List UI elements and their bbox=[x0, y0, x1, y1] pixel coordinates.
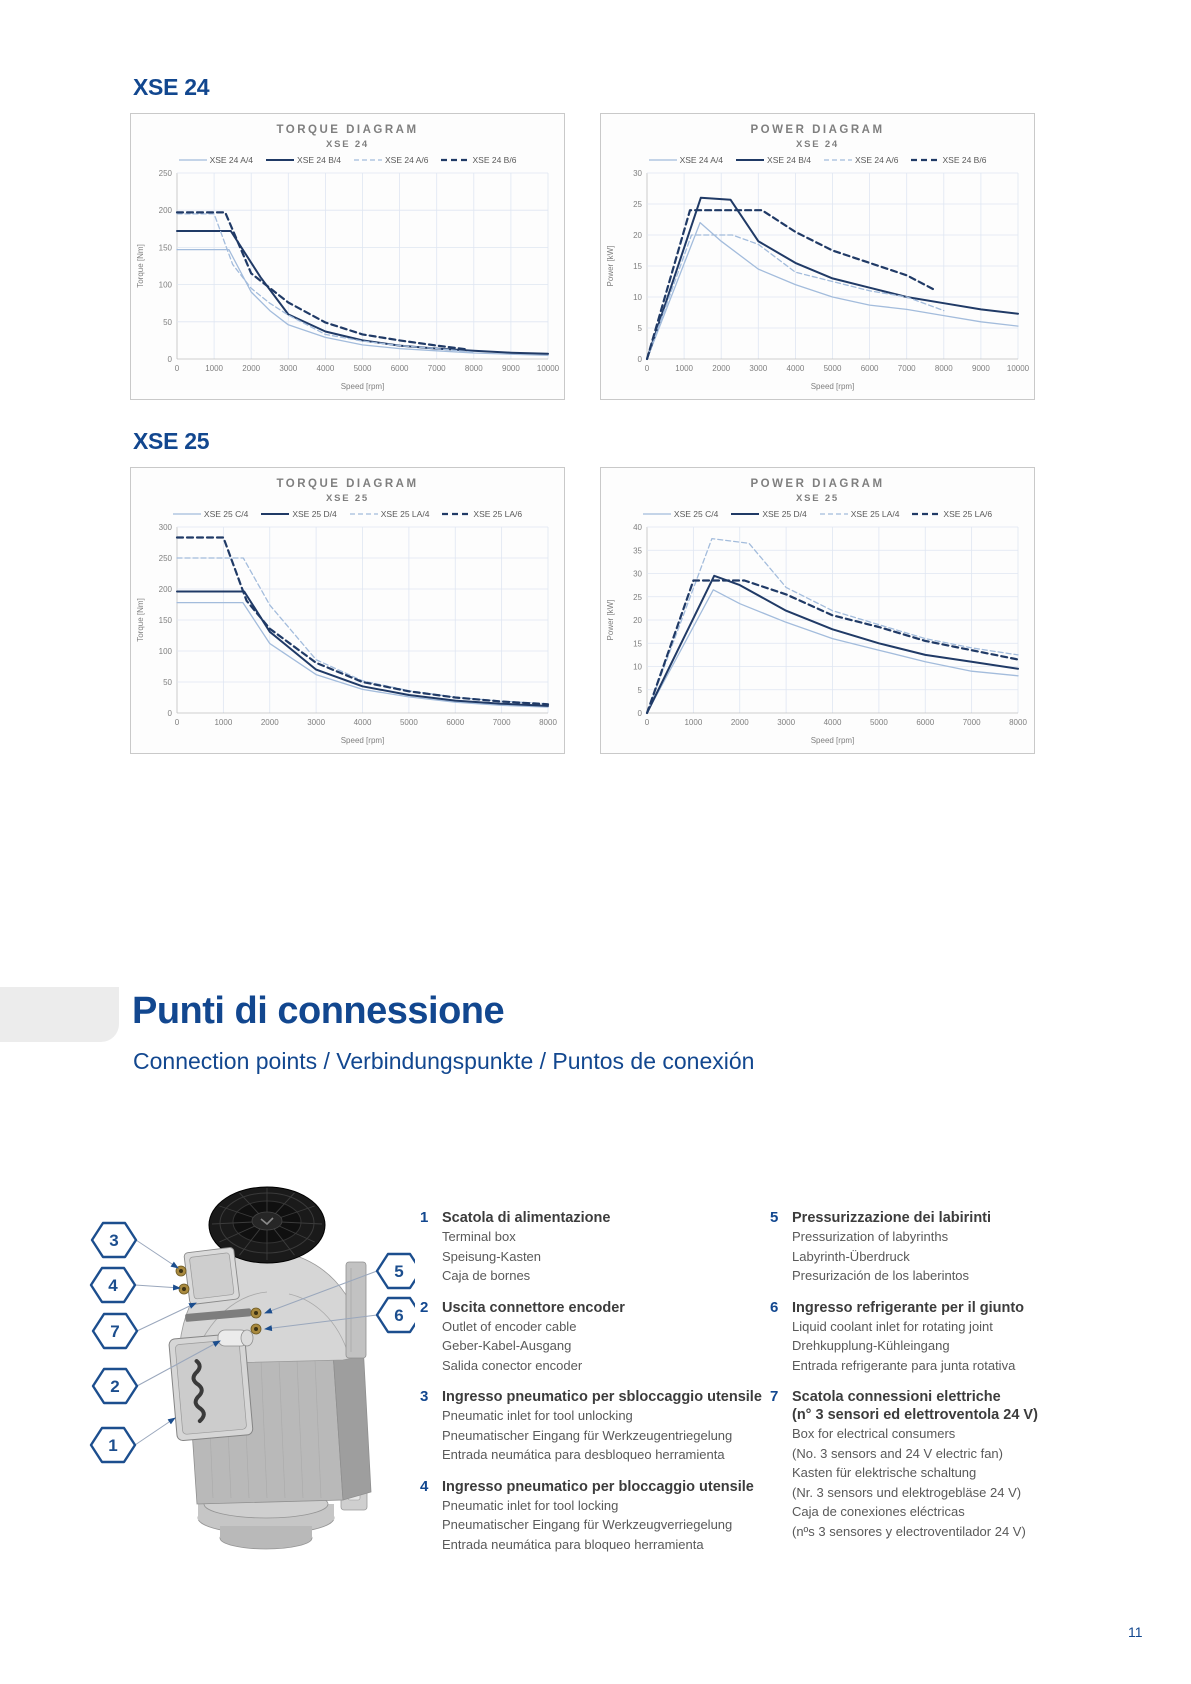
svg-text:Torque [Nm]: Torque [Nm] bbox=[136, 244, 145, 288]
item-translation-line: Entrada neumática para desbloqueo herramienta bbox=[442, 1447, 725, 1462]
legend-label: XSE 25 LA/6 bbox=[943, 509, 993, 519]
charts-row-xse24 bbox=[130, 113, 1035, 400]
callout-number: 5 bbox=[394, 1262, 404, 1281]
svg-text:Speed [rpm]: Speed [rpm] bbox=[340, 382, 385, 391]
connection-item-7 bbox=[770, 1388, 1122, 1541]
legend-label: XSE 25 D/4 bbox=[292, 509, 337, 519]
item-number: 4 bbox=[420, 1477, 429, 1495]
callout-badge-4 bbox=[91, 1268, 135, 1302]
svg-text:8000: 8000 bbox=[464, 364, 483, 373]
item-body bbox=[442, 1209, 772, 1286]
legend-label: XSE 25 LA/6 bbox=[473, 509, 523, 519]
svg-text:2000: 2000 bbox=[242, 364, 261, 373]
legend-item bbox=[643, 509, 718, 519]
legend-label: XSE 25 LA/4 bbox=[850, 509, 900, 519]
item-title: Scatola connessioni elettriche bbox=[792, 1389, 1001, 1405]
chart-panel-xse24-torque bbox=[130, 113, 565, 400]
svg-text:250: 250 bbox=[158, 169, 172, 178]
item-title: Ingresso pneumatico per bloccaggio utensile bbox=[442, 1478, 754, 1495]
item-translation-line: (No. 3 sensors and 24 V electric fan) bbox=[792, 1445, 1003, 1461]
callout-badge-5 bbox=[377, 1254, 415, 1288]
motor-illustration bbox=[75, 1098, 415, 1558]
series-xse-24-b-6 bbox=[647, 210, 936, 359]
svg-text:Speed [rpm]: Speed [rpm] bbox=[340, 736, 385, 745]
item-translation-line: Terminal box bbox=[442, 1229, 516, 1244]
item-translation-line: Drehkupplung-Kühleingang bbox=[792, 1338, 950, 1353]
svg-text:0: 0 bbox=[637, 709, 642, 718]
connection-item-4 bbox=[420, 1478, 772, 1555]
chart-panel-xse25-power bbox=[600, 467, 1035, 754]
legend-item bbox=[173, 509, 248, 519]
svg-text:10: 10 bbox=[633, 293, 642, 302]
item-translation-line: Entrada neumática para bloqueo herramienta bbox=[442, 1536, 704, 1552]
callout-number: 7 bbox=[110, 1322, 120, 1341]
svg-text:0: 0 bbox=[174, 364, 180, 373]
legend-label: XSE 24 A/4 bbox=[209, 155, 254, 165]
connection-item-2 bbox=[420, 1299, 772, 1376]
svg-text:6000: 6000 bbox=[916, 718, 935, 727]
item-translation-line: Salida conector encoder bbox=[442, 1357, 583, 1373]
item-translation-line: Pneumatischer Eingang für Werkzeugentriegelung bbox=[442, 1427, 733, 1443]
legend-line-sample bbox=[736, 156, 764, 164]
item-translation-line: Geber-Kabel-Ausgang bbox=[442, 1338, 572, 1353]
item-body bbox=[442, 1478, 772, 1555]
legend-label: XSE 24 A/4 bbox=[679, 155, 724, 165]
item-title: Ingresso refrigerante per il giunto bbox=[792, 1299, 1025, 1316]
svg-text:9000: 9000 bbox=[972, 364, 990, 373]
legend-line-sample bbox=[442, 510, 470, 518]
callout-number: 2 bbox=[110, 1377, 120, 1396]
heading-xse24: XSE 24 bbox=[133, 74, 210, 100]
legend-line-sample bbox=[912, 510, 940, 518]
svg-text:300: 300 bbox=[158, 523, 172, 532]
connection-item-3 bbox=[420, 1388, 772, 1465]
item-translation-line: (nºs 3 sensores y electroventilador 24 V) bbox=[792, 1523, 1026, 1539]
item-number: 2 bbox=[420, 1298, 429, 1316]
svg-text:3000: 3000 bbox=[307, 718, 326, 727]
svg-text:3000: 3000 bbox=[279, 364, 298, 373]
item-body bbox=[792, 1209, 1122, 1286]
svg-text:1000: 1000 bbox=[675, 364, 693, 373]
legend-item bbox=[820, 509, 900, 519]
legend-label: XSE 24 B/4 bbox=[767, 155, 811, 165]
item-translation-line: Box for electrical consumers bbox=[792, 1426, 956, 1441]
legend-item bbox=[731, 509, 806, 519]
legend-item bbox=[911, 155, 986, 165]
svg-text:15: 15 bbox=[633, 639, 642, 649]
chart-title: TORQUE DIAGRAM bbox=[276, 478, 419, 490]
item-number: 7 bbox=[770, 1388, 779, 1405]
svg-text:5000: 5000 bbox=[823, 364, 842, 373]
chart-subtitle: XSE 24 bbox=[325, 139, 369, 150]
item-number: 6 bbox=[770, 1298, 779, 1316]
chart-panel-xse24-power bbox=[600, 113, 1035, 400]
legend-line-sample bbox=[820, 510, 848, 518]
svg-text:4000: 4000 bbox=[353, 718, 372, 727]
svg-text:10000: 10000 bbox=[1006, 364, 1030, 373]
item-translation-line: Speisung-Kasten bbox=[442, 1248, 542, 1264]
item-translation-line: Caja de conexiones eléctricas bbox=[792, 1504, 965, 1519]
svg-text:8000: 8000 bbox=[934, 364, 953, 373]
svg-text:35: 35 bbox=[633, 546, 642, 556]
svg-text:3000: 3000 bbox=[777, 718, 796, 727]
svg-text:1000: 1000 bbox=[205, 364, 223, 373]
chart-legend bbox=[601, 155, 1034, 165]
item-number: 5 bbox=[770, 1209, 779, 1226]
svg-text:4000: 4000 bbox=[786, 364, 805, 373]
legend-label: XSE 24 A/6 bbox=[385, 155, 429, 165]
chart-legend bbox=[131, 509, 564, 519]
callout-number: 3 bbox=[109, 1231, 119, 1250]
chart-plot bbox=[601, 165, 1034, 393]
svg-text:25: 25 bbox=[633, 200, 642, 209]
item-translation-line: Presurización de los laberintos bbox=[792, 1268, 970, 1283]
legend-label: XSE 24 B/6 bbox=[942, 155, 987, 165]
item-translation-line: Pneumatischer Eingang für Werkzeugverriegelung bbox=[442, 1517, 733, 1532]
legend-item bbox=[350, 509, 430, 519]
connection-item-5 bbox=[770, 1209, 1122, 1286]
svg-text:0: 0 bbox=[644, 364, 650, 373]
section-side-tab bbox=[0, 987, 119, 1042]
callout-number: 4 bbox=[108, 1276, 118, 1295]
callout-badge-7 bbox=[93, 1314, 137, 1348]
svg-text:0: 0 bbox=[167, 355, 172, 364]
callout-badge-3 bbox=[92, 1223, 136, 1257]
legend-line-sample bbox=[731, 510, 759, 518]
svg-text:8000: 8000 bbox=[539, 718, 557, 727]
svg-text:7000: 7000 bbox=[492, 718, 511, 727]
svg-text:30: 30 bbox=[633, 169, 642, 178]
heading-xse25: XSE 25 bbox=[133, 428, 210, 454]
svg-text:100: 100 bbox=[158, 647, 172, 656]
legend-item bbox=[266, 155, 341, 165]
chart-title: TORQUE DIAGRAM bbox=[276, 124, 419, 136]
svg-text:Torque [Nm]: Torque [Nm] bbox=[136, 598, 145, 642]
callout-number: 1 bbox=[108, 1436, 118, 1455]
chart-legend bbox=[601, 509, 1034, 519]
legend-label: XSE 25 D/4 bbox=[762, 509, 807, 519]
callout-leader-4 bbox=[135, 1285, 180, 1288]
callout-badge-1 bbox=[91, 1428, 135, 1462]
legend-line-sample bbox=[266, 156, 294, 164]
legend-line-sample bbox=[179, 156, 207, 164]
svg-text:7000: 7000 bbox=[427, 364, 446, 373]
legend-label: XSE 25 C/4 bbox=[203, 509, 249, 519]
legend-label: XSE 24 A/6 bbox=[855, 155, 899, 165]
item-translation-line: Pressurization of labyrinths bbox=[792, 1229, 949, 1244]
svg-text:1000: 1000 bbox=[684, 718, 703, 727]
svg-text:Speed [rpm]: Speed [rpm] bbox=[810, 736, 855, 745]
item-translation-line: Entrada refrigerante para junta rotativa bbox=[792, 1357, 1016, 1373]
svg-text:3000: 3000 bbox=[749, 364, 768, 373]
item-translation-line: Outlet of encoder cable bbox=[442, 1318, 577, 1334]
item-translation-line: Liquid coolant inlet for rotating joint bbox=[792, 1318, 993, 1334]
legend-item bbox=[442, 509, 522, 519]
svg-text:200: 200 bbox=[158, 206, 172, 216]
legend-line-sample bbox=[643, 510, 671, 518]
chart-title: POWER DIAGRAM bbox=[750, 124, 885, 136]
item-translation-line: Pneumatic inlet for tool unlocking bbox=[442, 1408, 633, 1423]
legend-item bbox=[824, 155, 898, 165]
connection-items-right bbox=[770, 1209, 1122, 1554]
page-number: 11 bbox=[1128, 1624, 1143, 1640]
svg-text:15: 15 bbox=[633, 262, 642, 271]
section-subtitle: Connection points / Verbindungspunkte / Puntos de conexión bbox=[133, 1048, 755, 1074]
svg-text:0: 0 bbox=[174, 718, 180, 727]
legend-item bbox=[179, 155, 253, 165]
item-number: 1 bbox=[420, 1209, 429, 1226]
item-translation-line: Kasten für elektrische schaltung bbox=[792, 1465, 977, 1480]
motor-drawing bbox=[75, 1098, 415, 1558]
svg-text:Power [kW]: Power [kW] bbox=[606, 599, 615, 641]
item-body bbox=[792, 1388, 1122, 1541]
svg-text:10000: 10000 bbox=[536, 364, 560, 373]
item-translation-line: Labyrinth-Überdruck bbox=[792, 1248, 910, 1264]
callout-number: 6 bbox=[394, 1306, 404, 1325]
connection-items-left bbox=[420, 1209, 772, 1567]
svg-text:8000: 8000 bbox=[1009, 718, 1027, 727]
legend-label: XSE 25 C/4 bbox=[673, 509, 719, 519]
item-body bbox=[442, 1299, 772, 1376]
item-title: Scatola di alimentazione bbox=[442, 1210, 611, 1226]
svg-text:50: 50 bbox=[163, 678, 172, 687]
chart-subtitle: XSE 25 bbox=[795, 493, 839, 504]
chart-subtitle: XSE 24 bbox=[795, 139, 839, 150]
legend-line-sample bbox=[261, 510, 289, 518]
chart-subtitle: XSE 25 bbox=[325, 493, 369, 504]
svg-text:Power [kW]: Power [kW] bbox=[606, 245, 615, 287]
svg-text:40: 40 bbox=[633, 523, 642, 532]
legend-line-sample bbox=[911, 156, 939, 164]
legend-line-sample bbox=[354, 156, 382, 164]
svg-text:2000: 2000 bbox=[260, 718, 279, 727]
item-title: Pressurizzazione dei labirinti bbox=[792, 1210, 992, 1226]
legend-label: XSE 24 B/6 bbox=[472, 155, 517, 165]
chart-plot bbox=[601, 519, 1034, 747]
legend-item bbox=[354, 155, 428, 165]
legend-item bbox=[912, 509, 992, 519]
svg-text:5: 5 bbox=[637, 685, 642, 695]
legend-item bbox=[261, 509, 336, 519]
svg-text:5: 5 bbox=[637, 324, 642, 333]
chart-plot bbox=[131, 165, 564, 393]
legend-line-sample bbox=[824, 156, 852, 164]
item-body bbox=[792, 1299, 1122, 1376]
legend-line-sample bbox=[350, 510, 378, 518]
item-translation-line: Caja de bornes bbox=[442, 1268, 531, 1283]
svg-text:50: 50 bbox=[163, 317, 172, 327]
svg-text:250: 250 bbox=[158, 554, 172, 563]
callout-badge-6 bbox=[377, 1298, 415, 1332]
svg-text:30: 30 bbox=[633, 569, 642, 579]
svg-text:150: 150 bbox=[158, 243, 172, 253]
svg-text:9000: 9000 bbox=[502, 364, 520, 373]
section-title: Punti di connessione bbox=[132, 990, 505, 1032]
svg-text:0: 0 bbox=[644, 718, 650, 727]
svg-text:10: 10 bbox=[633, 662, 642, 672]
connection-item-6 bbox=[770, 1299, 1122, 1376]
svg-text:0: 0 bbox=[167, 709, 172, 718]
callout-leader-1 bbox=[135, 1418, 175, 1445]
item-translation-line: (Nr. 3 sensors und elektrogebläse 24 V) bbox=[792, 1484, 1022, 1500]
svg-text:Speed [rpm]: Speed [rpm] bbox=[810, 382, 855, 391]
svg-text:150: 150 bbox=[158, 616, 172, 625]
item-number: 3 bbox=[420, 1388, 429, 1405]
legend-label: XSE 25 LA/4 bbox=[380, 509, 430, 519]
item-title: Ingresso pneumatico per sbloccaggio utensile bbox=[442, 1389, 762, 1405]
legend-item bbox=[736, 155, 811, 165]
svg-text:5000: 5000 bbox=[353, 364, 372, 373]
callout-badge-2 bbox=[93, 1369, 137, 1403]
svg-text:4000: 4000 bbox=[316, 364, 335, 373]
chart-plot bbox=[131, 519, 564, 747]
svg-text:20: 20 bbox=[633, 616, 642, 625]
legend-item bbox=[649, 155, 723, 165]
svg-text:0: 0 bbox=[637, 355, 642, 364]
svg-text:200: 200 bbox=[158, 585, 172, 594]
svg-text:2000: 2000 bbox=[730, 718, 749, 727]
legend-line-sample bbox=[173, 510, 201, 518]
item-body bbox=[442, 1388, 772, 1465]
chart-panel-xse25-torque bbox=[130, 467, 565, 754]
svg-text:7000: 7000 bbox=[897, 364, 916, 373]
connection-item-1 bbox=[420, 1209, 772, 1286]
svg-text:6000: 6000 bbox=[860, 364, 879, 373]
callout-leader-3 bbox=[136, 1240, 178, 1268]
svg-text:100: 100 bbox=[158, 280, 172, 290]
svg-text:5000: 5000 bbox=[869, 718, 888, 727]
svg-text:5000: 5000 bbox=[399, 718, 418, 727]
svg-text:2000: 2000 bbox=[712, 364, 731, 373]
svg-text:20: 20 bbox=[633, 231, 642, 240]
chart-legend bbox=[131, 155, 564, 165]
svg-text:7000: 7000 bbox=[962, 718, 981, 727]
svg-text:1000: 1000 bbox=[214, 718, 233, 727]
legend-item bbox=[441, 155, 516, 165]
svg-text:4000: 4000 bbox=[823, 718, 842, 727]
chart-title: POWER DIAGRAM bbox=[750, 478, 885, 490]
svg-text:25: 25 bbox=[633, 592, 642, 602]
svg-text:6000: 6000 bbox=[446, 718, 465, 727]
item-title: Uscita connettore encoder bbox=[442, 1299, 625, 1316]
item-translation-line: Pneumatic inlet for tool locking bbox=[442, 1497, 619, 1513]
legend-label: XSE 24 B/4 bbox=[297, 155, 341, 165]
charts-row-xse25 bbox=[130, 467, 1035, 754]
item-title: (n° 3 sensori ed elettroventola 24 V) bbox=[792, 1407, 1038, 1423]
svg-text:6000: 6000 bbox=[390, 364, 409, 373]
legend-line-sample bbox=[441, 156, 469, 164]
legend-line-sample bbox=[649, 156, 677, 164]
